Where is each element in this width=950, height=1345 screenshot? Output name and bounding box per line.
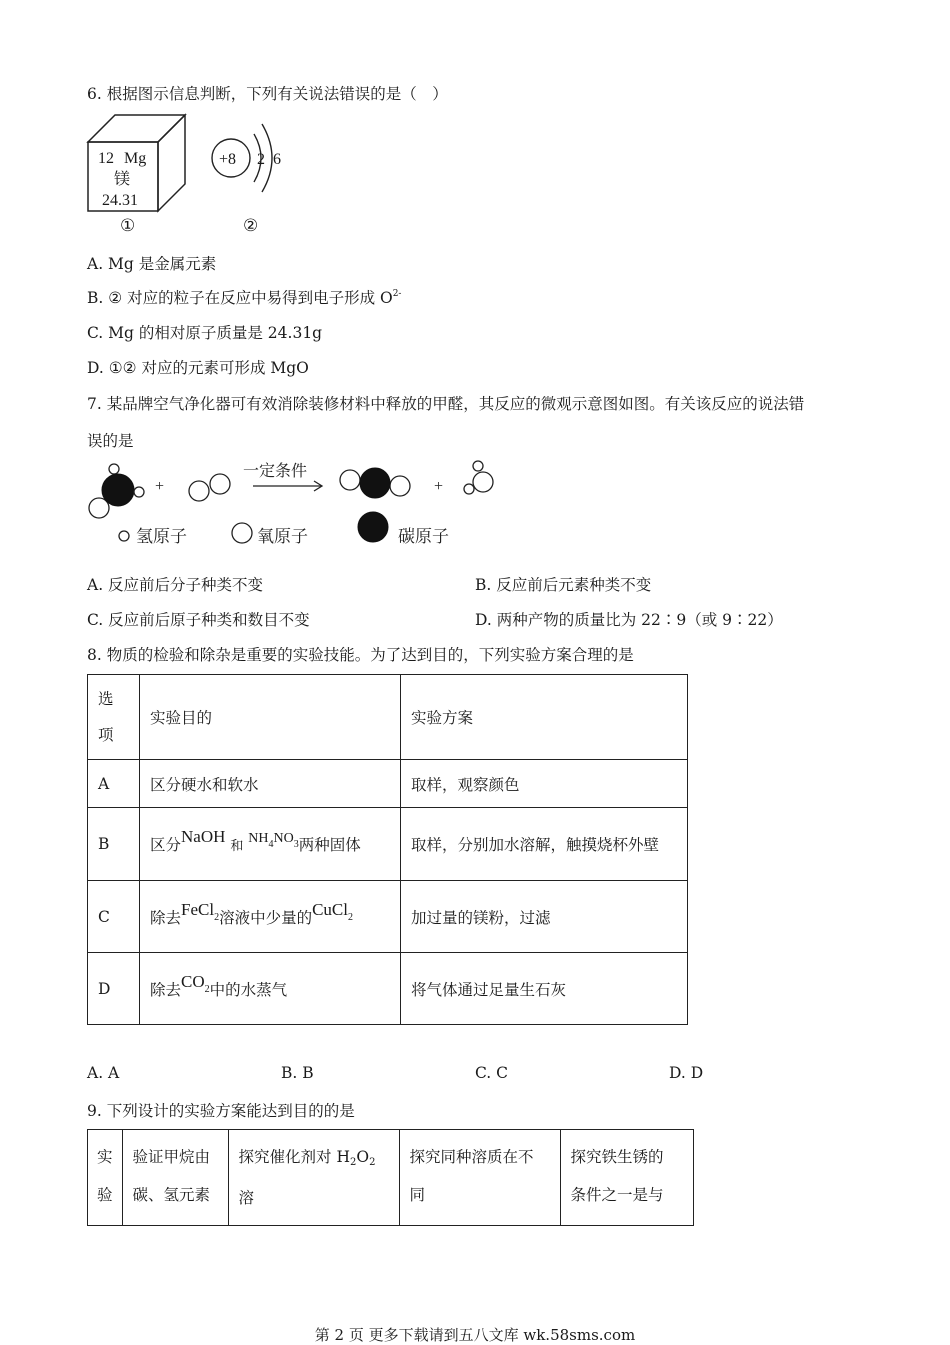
q7-option-d: D. 两种产物的质量比为 22∶9（或 9∶22） (475, 611, 783, 629)
oxygen-molecule (189, 474, 230, 501)
q6-element-cube-figure (85, 112, 195, 214)
q6-element-mass: 24.31 (102, 192, 138, 209)
carbon-dioxide-molecule (340, 468, 410, 498)
water-molecule (464, 461, 493, 494)
row-c-option: C (88, 881, 140, 953)
q9-col-methane: 验证甲烷由 碳、氢元素 (122, 1130, 228, 1226)
page-footer: 第 2 页 更多下载请到五八文库 wk.58sms.com (314, 1326, 636, 1344)
table-header-row (88, 675, 688, 760)
q8-stem: 8. 物质的检验和除杂是重要的实验技能。为了达到目的，下列实验方案合理的是 (87, 646, 634, 664)
q6-shell2-electrons: 6 (273, 151, 281, 168)
header-purpose: 实验目的 (140, 675, 401, 760)
row-c-plan: 加过量的镁粉，过滤 (401, 881, 688, 953)
q8-table (87, 674, 688, 1025)
q7-option-c: C. 反应前后原子种类和数目不变 (87, 611, 310, 629)
reaction-condition: 一定条件 (243, 461, 308, 480)
q6-stem: 6. 根据图示信息判断，下列有关说法错误的是（ ） (87, 85, 448, 103)
q6-element-name: 镁 (114, 169, 131, 188)
q8-answer-a: A. A (87, 1064, 120, 1082)
q9-col-experiment: 实 验 (88, 1130, 123, 1226)
table-header-row (88, 1130, 694, 1226)
q8-answer-d: D. D (669, 1064, 704, 1082)
table-row (88, 953, 688, 1025)
legend-carbon: 碳原子 (398, 527, 449, 547)
legend-hydrogen: 氢原子 (136, 527, 187, 547)
q7-stem-line2: 误的是 (87, 432, 134, 450)
plus-sign-1: + (155, 478, 165, 495)
row-c-purpose: 除去FeCl$_2$溶液中少量的CuCl$_2$ (140, 881, 401, 953)
q6-figure2-label: ② (243, 216, 259, 236)
q9-col-rust: 探究铁生锈的 条件之一是与 (560, 1130, 693, 1226)
q8-answer-b: B. B (281, 1064, 314, 1082)
row-d-plan: 将气体通过足量生石灰 (401, 953, 688, 1025)
legend-hydrogen-symbol (119, 531, 129, 541)
legend-carbon-symbol (358, 512, 388, 542)
row-d-option: D (88, 953, 140, 1025)
q9-table (87, 1129, 694, 1226)
header-option: 选 项 (88, 675, 140, 760)
q7-option-a: A. 反应前后分子种类不变 (87, 576, 264, 594)
q6-nucleus-charge: +8 (219, 151, 237, 168)
q8-answer-c: C. C (475, 1064, 509, 1082)
legend-oxygen-symbol (232, 523, 252, 543)
table-row (88, 881, 688, 953)
q7-reaction-diagram (85, 456, 505, 550)
q9-col-catalyst: 探究催化剂对 H2O2 溶 (228, 1130, 399, 1226)
row-a-plan: 取样，观察颜色 (401, 760, 688, 808)
q6-option-c: C. Mg 的相对原子质量是 24.31g (87, 324, 323, 342)
q6-option-a: A. Mg 是金属元素 (87, 255, 217, 273)
q6-figure1-label: ① (120, 216, 136, 236)
row-b-option: B (88, 808, 140, 881)
header-plan: 实验方案 (401, 675, 688, 760)
q6-element-symbol: Mg (124, 150, 147, 167)
q9-stem: 9. 下列设计的实验方案能达到目的的是 (87, 1102, 355, 1120)
row-b-plan: 取样，分别加水溶解，触摸烧杯外壁 (401, 808, 688, 881)
row-b-purpose: 区分NaOH 和 $NH_4NO_3$两种固体 (140, 808, 401, 881)
q9-col-solute: 探究同种溶质在不 同 (399, 1130, 560, 1226)
q6-shell1-electrons: 2 (257, 151, 265, 168)
q7-option-b: B. 反应前后元素种类不变 (475, 576, 652, 594)
formaldehyde-molecule (89, 464, 144, 518)
table-row (88, 808, 688, 881)
q6-option-b: B. ② 对应的粒子在反应中易得到电子形成 $O^{2-}$ (87, 289, 402, 307)
row-a-purpose: 区分硬水和软水 (140, 760, 401, 808)
q6-atom-structure-figure (208, 120, 298, 198)
plus-sign-2: + (434, 478, 444, 495)
table-row (88, 760, 688, 808)
row-a-option: A (88, 760, 140, 808)
q7-stem-line1: 7. 某品牌空气净化器可有效消除装修材料中释放的甲醛，其反应的微观示意图如图。有关该反应的说法错 (87, 395, 805, 413)
q6-element-number: 12 (98, 150, 114, 167)
q6-option-d: D. ①② 对应的元素可形成 MgO (87, 359, 309, 377)
row-d-purpose: 除去$CO_2$中的水蒸气 (140, 953, 401, 1025)
legend-oxygen: 氧原子 (257, 527, 308, 547)
